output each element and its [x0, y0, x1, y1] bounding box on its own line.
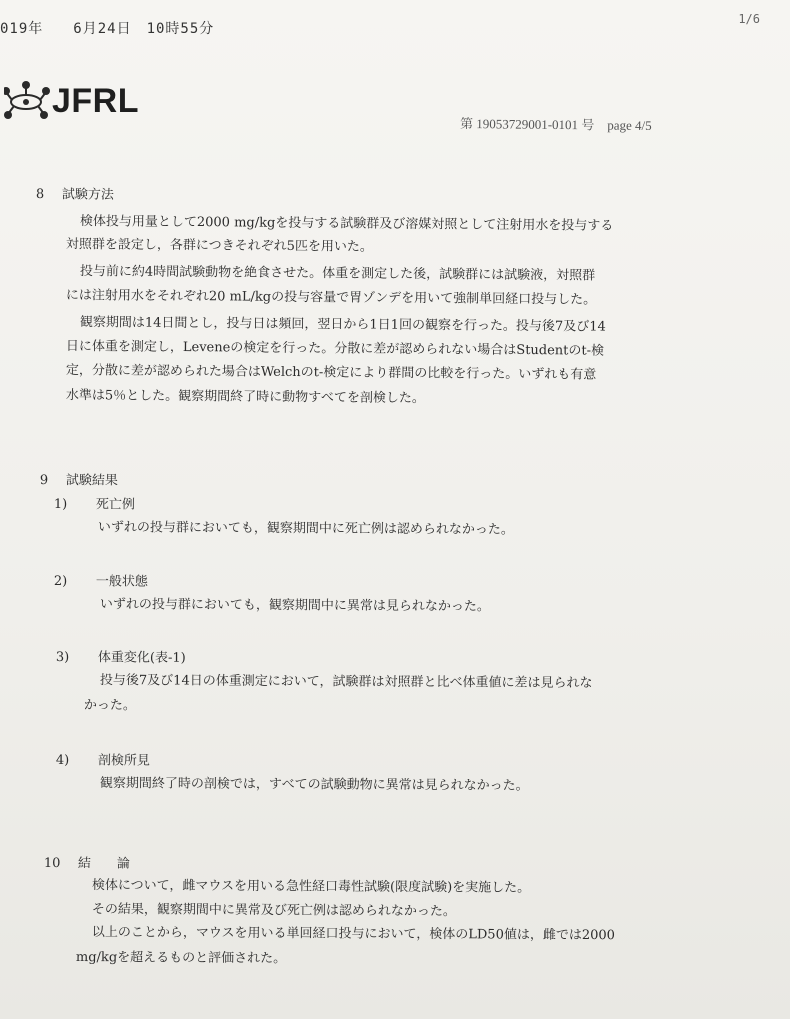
- paragraph-line: 検体について，雌マウスを用いる急性経口毒性試験(限度試験)を実施した。: [91, 877, 531, 896]
- paragraph-line: 観察期間終了時の剖検では，すべての試験動物に異常は見られなかった。: [99, 775, 529, 794]
- paragraph-line: 定，分散に差が認められた場合はWelchのt-検定により群間の比較を行った。いずれも有意: [65, 362, 597, 383]
- logo-text: JFRL: [52, 82, 139, 120]
- paragraph-line: いずれの投与群においても，観察期間中に異常は見られなかった。: [99, 596, 490, 615]
- section-number: 8: [35, 186, 45, 203]
- item-number: 3): [55, 649, 70, 666]
- result-item-1-heading: [54, 493, 135, 512]
- result-item-2-heading: [54, 570, 148, 590]
- section-title: 試験方法: [61, 187, 114, 203]
- paragraph-line: かった。: [83, 697, 136, 714]
- paragraph-line: 投与前に約4時間試験動物を絶食させた。体重を測定した後，試験群には試験液，対照群: [79, 263, 596, 284]
- section-10-heading: [44, 852, 130, 872]
- paragraph-line: 水準は5％とした。観察期間終了時に動物すべてを剖検した。: [65, 387, 425, 407]
- paragraph-line: 対照群を設定し，各群につきそれぞれ5匹を用いた。: [65, 236, 373, 255]
- section-9-heading: [40, 469, 118, 488]
- item-number: 2): [53, 573, 68, 590]
- section-8-heading: [36, 183, 114, 203]
- section-title: 試験結果: [65, 473, 118, 489]
- item-title: 一般状態: [95, 574, 148, 590]
- paragraph-line: には注射用水をそれぞれ20 mL/kgの投与容量で胃ゾンデを用いて強制単回経口投与した。: [65, 287, 597, 308]
- section-title: 結 論: [77, 856, 130, 872]
- item-title: 剖検所見: [97, 753, 150, 769]
- item-number: 1): [53, 496, 68, 513]
- paragraph-line: 観察期間は14日間とし，投与日は頻回，翌日から1日1回の観察を行った。投与後7及び14: [79, 314, 606, 335]
- section-number: 9: [39, 472, 49, 489]
- section-number: 10: [43, 855, 61, 872]
- item-title: 体重変化(表-1): [97, 650, 186, 666]
- fax-page-count: 1/6: [738, 12, 760, 26]
- result-item-4-heading: [56, 749, 150, 769]
- item-title: 死亡例: [95, 497, 135, 513]
- paragraph-line: 以上のことから，マウスを用いる単回経口投与において，検体のLD50値は，雌では2000: [91, 924, 616, 944]
- paragraph-line: いずれの投与群においても，観察期間中に死亡例は認められなかった。: [97, 519, 514, 538]
- paragraph-line: 検体投与用量として2000 mg/kgを投与する試験群及び溶媒対照として注射用水を投与する: [79, 213, 614, 234]
- paragraph-line: 投与後7及び14日の体重測定において，試験群は対照群と比べ体重値に差は見られな: [99, 672, 593, 692]
- result-item-3-heading: [56, 646, 186, 666]
- paragraph-line: 日に体重を測定し，Leveneの検定を行った。分散に差が認められない場合はStudentのt-検: [65, 338, 605, 359]
- item-number: 4): [55, 752, 70, 769]
- paragraph-line: その結果，観察期間中に異常及び死亡例は認められなかった。: [91, 901, 456, 920]
- paragraph-line: mg/kgを超えるものと評価された。: [75, 949, 287, 967]
- report-number: 第 19053729001-0101 号 page 4/5: [459, 115, 652, 134]
- fax-timestamp: 019年 6月24日 10時55分: [0, 21, 215, 37]
